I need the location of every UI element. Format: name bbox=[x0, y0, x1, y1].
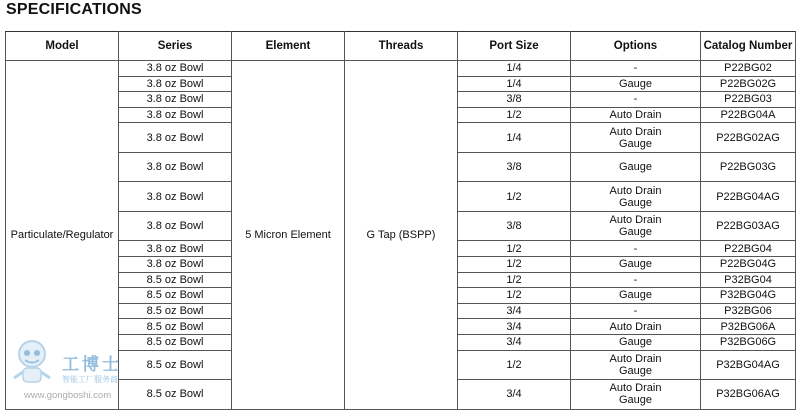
port-size-cell: 1/4 bbox=[458, 123, 571, 153]
options-cell bbox=[571, 256, 701, 272]
option-line: Gauge bbox=[618, 196, 653, 209]
series-cell: 3.8 oz Bowl bbox=[119, 123, 232, 153]
port-size-cell: 3/4 bbox=[458, 380, 571, 410]
series-cell: 8.5 oz Bowl bbox=[119, 319, 232, 335]
options-cell bbox=[571, 211, 701, 241]
options-cell bbox=[571, 92, 701, 108]
catalog-number-cell: P32BG06G bbox=[701, 334, 796, 350]
option-line: Auto Drain bbox=[609, 214, 662, 227]
catalog-number-cell: P22BG02 bbox=[701, 61, 796, 77]
options-cell bbox=[571, 107, 701, 123]
option-line: Gauge bbox=[618, 137, 653, 150]
series-cell: 8.5 oz Bowl bbox=[119, 272, 232, 288]
port-size-cell: 1/2 bbox=[458, 107, 571, 123]
port-size-cell: 3/4 bbox=[458, 334, 571, 350]
element-cell: 5 Micron Element bbox=[232, 61, 345, 410]
header-model: Model bbox=[6, 32, 119, 61]
robot-mascot-icon bbox=[10, 338, 58, 390]
header-options: Options bbox=[571, 32, 701, 61]
port-size-cell: 3/4 bbox=[458, 319, 571, 335]
options-cell bbox=[571, 76, 701, 92]
header-element: Element bbox=[232, 32, 345, 61]
series-cell: 8.5 oz Bowl bbox=[119, 288, 232, 304]
catalog-number-cell: P22BG04G bbox=[701, 256, 796, 272]
series-cell: 8.5 oz Bowl bbox=[119, 350, 232, 380]
options-cell bbox=[571, 334, 701, 350]
header-threads: Threads bbox=[345, 32, 458, 61]
series-cell: 3.8 oz Bowl bbox=[119, 107, 232, 123]
header-port-size: Port Size bbox=[458, 32, 571, 61]
options-cell bbox=[571, 380, 701, 410]
series-cell: 3.8 oz Bowl bbox=[119, 256, 232, 272]
watermark bbox=[10, 338, 170, 412]
port-size-cell: 1/2 bbox=[458, 241, 571, 257]
series-cell: 8.5 oz Bowl bbox=[119, 303, 232, 319]
options-cell bbox=[571, 272, 701, 288]
option-line: - bbox=[633, 93, 638, 106]
catalog-number-cell: P22BG04AG bbox=[701, 182, 796, 212]
option-line: Gauge bbox=[618, 336, 653, 349]
catalog-number-cell: P22BG02AG bbox=[701, 123, 796, 153]
catalog-number-cell: P32BG04 bbox=[701, 272, 796, 288]
catalog-number-cell: P32BG04AG bbox=[701, 350, 796, 380]
options-cell bbox=[571, 123, 701, 153]
series-cell: 3.8 oz Bowl bbox=[119, 76, 232, 92]
table-row bbox=[6, 61, 796, 77]
option-line: Gauge bbox=[618, 258, 653, 271]
options-cell bbox=[571, 61, 701, 77]
port-size-cell: 1/2 bbox=[458, 350, 571, 380]
port-size-cell: 3/4 bbox=[458, 303, 571, 319]
catalog-number-cell: P22BG04A bbox=[701, 107, 796, 123]
option-line: - bbox=[633, 242, 638, 255]
option-line: Gauge bbox=[618, 289, 653, 302]
options-cell bbox=[571, 303, 701, 319]
series-cell: 3.8 oz Bowl bbox=[119, 92, 232, 108]
options-cell bbox=[571, 350, 701, 380]
catalog-number-cell: P22BG03G bbox=[701, 152, 796, 182]
options-cell bbox=[571, 288, 701, 304]
series-cell: 8.5 oz Bowl bbox=[119, 380, 232, 410]
option-line: Gauge bbox=[618, 77, 653, 90]
port-size-cell: 1/2 bbox=[458, 272, 571, 288]
options-cell bbox=[571, 182, 701, 212]
port-size-cell: 1/2 bbox=[458, 288, 571, 304]
series-cell: 3.8 oz Bowl bbox=[119, 61, 232, 77]
option-line: Auto Drain bbox=[609, 382, 662, 395]
catalog-number-cell: P32BG04G bbox=[701, 288, 796, 304]
series-cell: 3.8 oz Bowl bbox=[119, 211, 232, 241]
series-cell: 3.8 oz Bowl bbox=[119, 152, 232, 182]
options-cell bbox=[571, 152, 701, 182]
port-size-cell: 3/8 bbox=[458, 152, 571, 182]
port-size-cell: 1/4 bbox=[458, 61, 571, 77]
catalog-number-cell: P22BG03AG bbox=[701, 211, 796, 241]
options-cell bbox=[571, 319, 701, 335]
table-header-row bbox=[6, 32, 796, 61]
option-line: - bbox=[633, 305, 638, 318]
option-line: Auto Drain bbox=[609, 125, 662, 138]
catalog-number-cell: P22BG04 bbox=[701, 241, 796, 257]
series-cell: 8.5 oz Bowl bbox=[119, 334, 232, 350]
threads-cell: G Tap (BSPP) bbox=[345, 61, 458, 410]
catalog-number-cell: P32BG06 bbox=[701, 303, 796, 319]
option-line: Auto Drain bbox=[609, 109, 662, 122]
watermark-url: www.gongboshi.com bbox=[24, 390, 112, 401]
option-line: Auto Drain bbox=[609, 352, 662, 365]
port-size-cell: 1/2 bbox=[458, 182, 571, 212]
option-line: Gauge bbox=[618, 364, 653, 377]
header-catalog-number: Catalog Number bbox=[701, 32, 796, 61]
options-cell bbox=[571, 241, 701, 257]
model-cell: Particulate/Regulator bbox=[6, 61, 119, 410]
option-line: Auto Drain bbox=[609, 184, 662, 197]
catalog-number-cell: P22BG03 bbox=[701, 92, 796, 108]
series-cell: 3.8 oz Bowl bbox=[119, 241, 232, 257]
watermark-tagline: 智能工厂服务商 bbox=[62, 375, 118, 384]
port-size-cell: 3/8 bbox=[458, 92, 571, 108]
header-series: Series bbox=[119, 32, 232, 61]
port-size-cell: 3/8 bbox=[458, 211, 571, 241]
option-line: Auto Drain bbox=[609, 320, 662, 333]
catalog-number-cell: P22BG02G bbox=[701, 76, 796, 92]
port-size-cell: 1/2 bbox=[458, 256, 571, 272]
option-line: Gauge bbox=[618, 161, 653, 174]
option-line: Gauge bbox=[618, 226, 653, 239]
option-line: - bbox=[633, 273, 638, 286]
page-title: SPECIFICATIONS bbox=[6, 1, 142, 18]
option-line: - bbox=[633, 62, 638, 75]
option-line: Gauge bbox=[618, 394, 653, 407]
catalog-number-cell: P32BG06AG bbox=[701, 380, 796, 410]
catalog-number-cell: P32BG06A bbox=[701, 319, 796, 335]
series-cell: 3.8 oz Bowl bbox=[119, 182, 232, 212]
watermark-brand: 工博士 bbox=[62, 355, 122, 374]
port-size-cell: 1/4 bbox=[458, 76, 571, 92]
